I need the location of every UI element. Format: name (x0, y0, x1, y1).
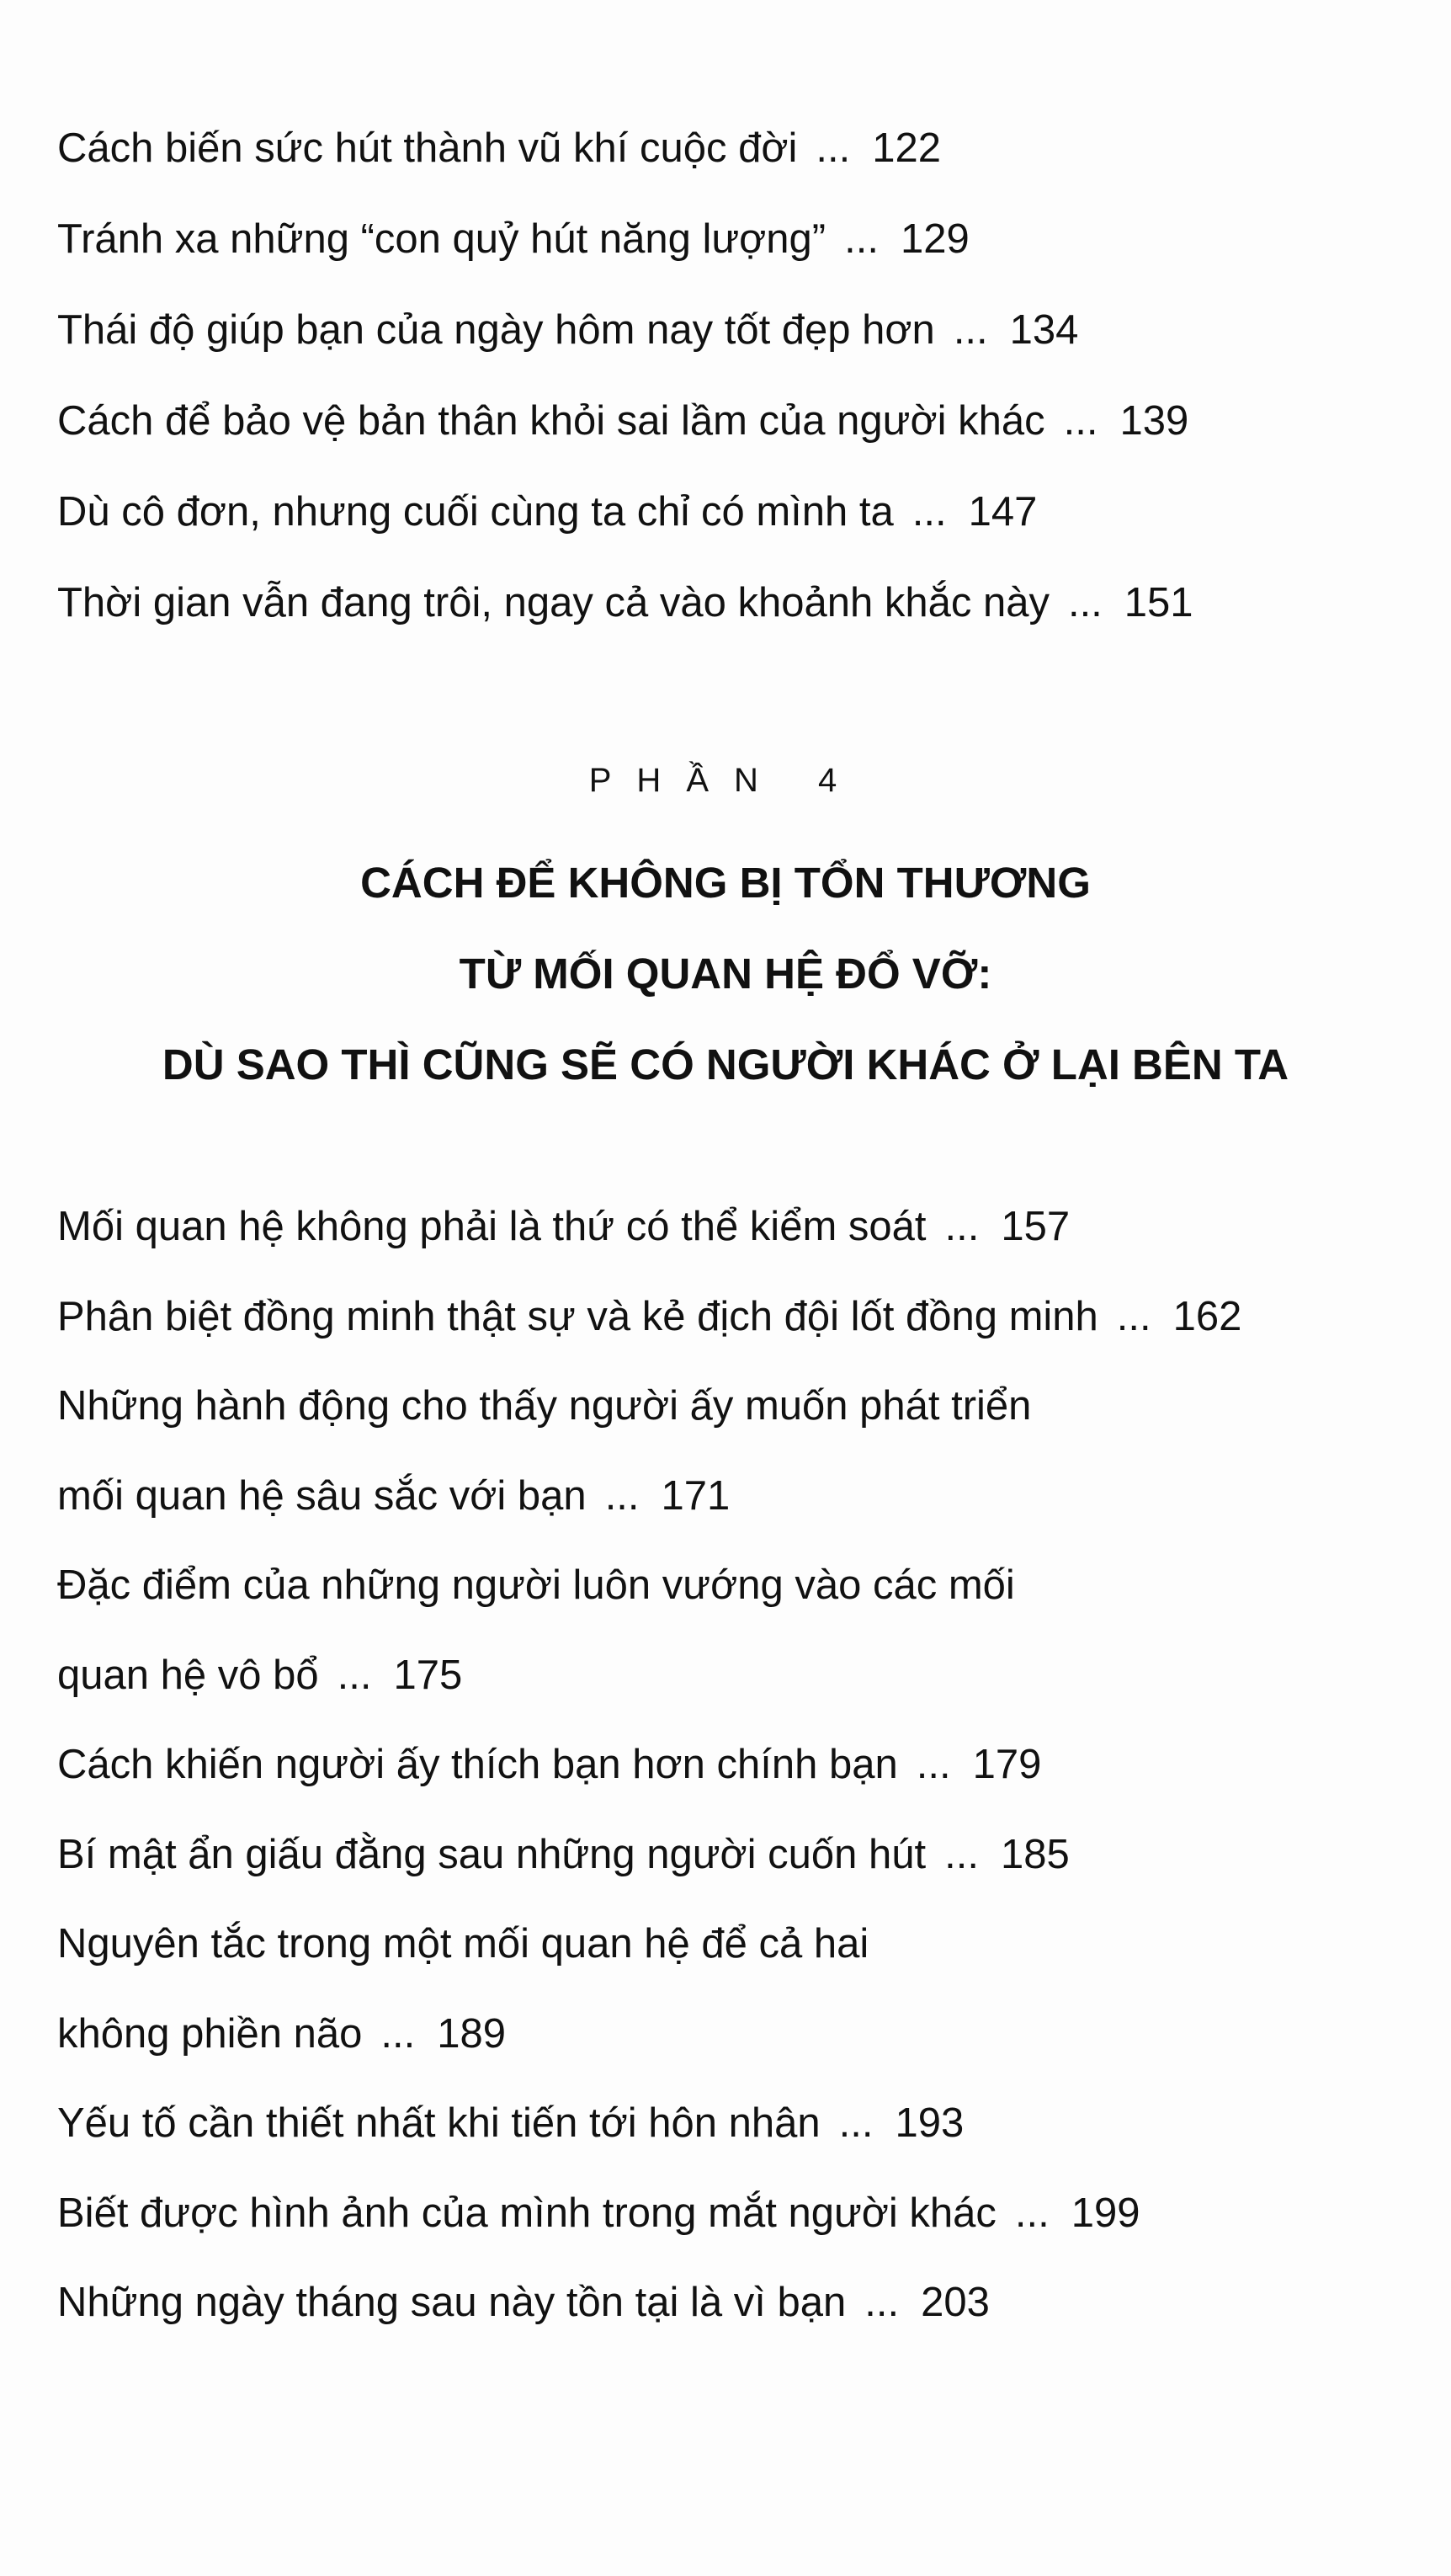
toc-leader-dots: ... (944, 1204, 980, 1249)
toc-page-number: 171 (661, 1472, 731, 1519)
toc-page-number: 199 (1071, 2190, 1140, 2236)
toc-page-number: 129 (900, 216, 970, 262)
toc-entry-title: quan hệ vô bổ (57, 1652, 319, 1698)
toc-entry-title: mối quan hệ sâu sắc với bạn (57, 1472, 587, 1519)
toc-page-number: 151 (1124, 580, 1193, 625)
toc-entry-title: Yếu tố cần thiết nhất khi tiến tới hôn nhân (57, 2100, 821, 2146)
toc-leader-dots: ... (944, 1831, 980, 1877)
toc-leader-dots: ... (864, 2280, 900, 2325)
toc-entry (57, 375, 1193, 466)
toc-entry (57, 194, 1193, 285)
toc-leader-dots: ... (912, 489, 947, 535)
toc-entry-title: Thời gian vẫn đang trôi, ngay cả vào khoảnh khắc này (57, 580, 1050, 625)
toc-page-number: 175 (393, 1652, 463, 1698)
toc-entry-title: không phiền não (57, 2010, 363, 2057)
part-title (0, 838, 1451, 1110)
toc-entry (57, 1810, 1241, 1900)
toc-entry-title: Những hành động cho thấy người ấy muốn phát triển (57, 1383, 1032, 1429)
toc-entry-title: Mối quan hệ không phải là thứ có thể kiểm soát (57, 1204, 927, 1249)
toc-leader-dots: ... (604, 1472, 640, 1519)
toc-entry (57, 1272, 1241, 1362)
part-title-line: CÁCH ĐỂ KHÔNG BỊ TỔN THƯƠNG (360, 859, 1091, 907)
toc-entry (57, 466, 1193, 557)
toc-entry (57, 103, 1193, 194)
toc-entry-title: Cách khiến người ấy thích bạn hơn chính bạn (57, 1742, 898, 1787)
toc-entry (57, 1989, 1241, 2079)
toc-entry-title: Thái độ giúp bạn của ngày hôm nay tốt đẹp hơn (57, 307, 935, 353)
toc-page-number: 162 (1172, 1293, 1242, 1339)
toc-leader-dots: ... (1067, 580, 1103, 625)
toc-entry-title: Dù cô đơn, nhưng cuối cùng ta chỉ có mình ta (57, 489, 894, 535)
toc-entry (57, 1899, 1241, 1989)
toc-entry-title: Cách để bảo vệ bản thân khỏi sai lầm của người khác (57, 398, 1045, 444)
toc-entry (57, 2258, 1241, 2348)
toc-leader-dots: ... (1116, 1293, 1151, 1339)
toc-page-number: 189 (437, 2010, 506, 2057)
toc-page-number: 134 (1009, 307, 1079, 353)
toc-page-number: 122 (872, 125, 941, 171)
toc-leader-dots: ... (1014, 2190, 1050, 2236)
toc-entry (57, 1541, 1241, 1631)
toc-page-number: 185 (1001, 1831, 1070, 1877)
toc-leader-dots: ... (337, 1652, 372, 1698)
toc-entry (57, 1182, 1241, 1272)
toc-entry (57, 2078, 1241, 2169)
toc-leader-dots: ... (1063, 398, 1098, 444)
toc-page-number: 147 (968, 489, 1038, 535)
toc-entry-title: Nguyên tắc trong một mối quan hệ để cả hai (57, 1921, 869, 1967)
toc-entry-title: Cách biến sức hút thành vũ khí cuộc đời (57, 125, 798, 171)
toc-entry-title: Biết được hình ảnh của mình trong mắt người khác (57, 2190, 997, 2236)
toc-leader-dots: ... (816, 125, 851, 171)
toc-entry-title: Đặc điểm của những người luôn vướng vào các mối (57, 1562, 1015, 1608)
toc-entry (57, 1720, 1241, 1810)
toc-entry-title: Bí mật ẩn giấu đằng sau những người cuốn hút (57, 1831, 927, 1877)
toc-entry (57, 557, 1193, 648)
toc-page-number: 139 (1119, 398, 1189, 444)
toc-leader-dots: ... (380, 2010, 416, 2057)
toc-leader-dots: ... (844, 216, 879, 262)
toc-entry-title: Những ngày tháng sau này tồn tại là vì bạn (57, 2280, 847, 2325)
toc-entry (57, 2169, 1241, 2259)
toc-entry (57, 285, 1193, 375)
toc-entry (57, 1361, 1241, 1451)
toc-page-number: 203 (921, 2280, 990, 2325)
toc-leader-dots: ... (953, 307, 988, 353)
toc-section-3 (57, 103, 1193, 648)
toc-entry (57, 1631, 1241, 1721)
toc-entry-title: Tránh xa những “con quỷ hút năng lượng” (57, 216, 826, 262)
part-title-line: TỪ MỐI QUAN HỆ ĐỔ VỠ: (459, 950, 992, 998)
toc-section-4 (57, 1182, 1241, 2348)
toc-leader-dots: ... (916, 1742, 951, 1787)
toc-page-number: 193 (895, 2100, 965, 2146)
toc-leader-dots: ... (838, 2100, 874, 2146)
toc-page-number: 157 (1001, 1204, 1071, 1249)
toc-page-number: 179 (972, 1742, 1042, 1787)
toc-entry (57, 1451, 1241, 1541)
part-title-line: DÙ SAO THÌ CŨNG SẼ CÓ NGƯỜI KHÁC Ở LẠI BÊN TA (162, 1041, 1289, 1088)
part-label: PHẦN 4 (588, 762, 863, 799)
toc-entry-title: Phân biệt đồng minh thật sự và kẻ địch đội lốt đồng minh (57, 1293, 1098, 1339)
